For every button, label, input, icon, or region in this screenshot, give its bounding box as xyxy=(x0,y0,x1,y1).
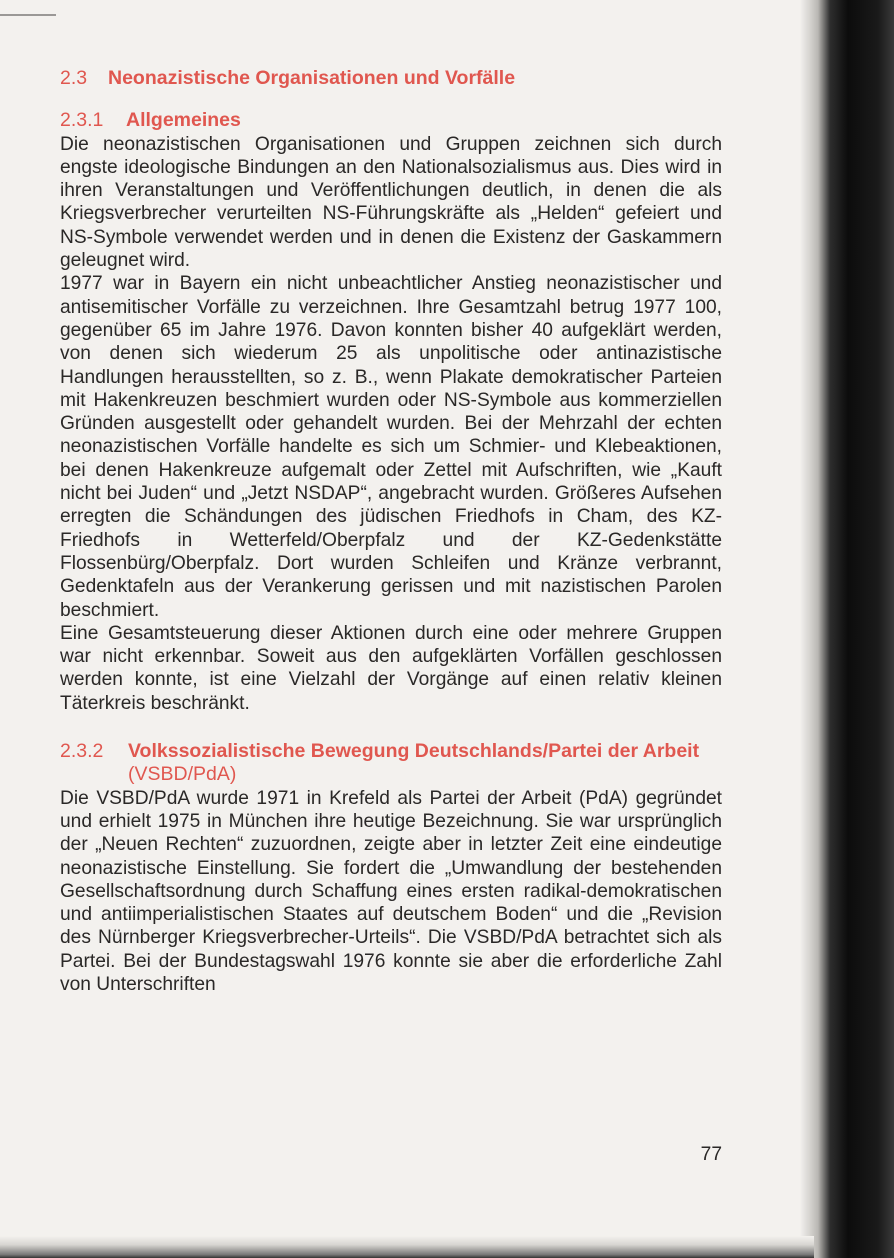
page-bottom-edge xyxy=(0,1236,814,1258)
page-content xyxy=(60,62,722,996)
section-number: 2.3 xyxy=(60,67,88,89)
paragraph-4: Die VSBD/PdA wurde 1971 in Krefeld als Partei der Arbeit (PdA) gegründet und erhielt 1975 in München ihre heutige Bezeichnung. Sie war ursprünglich der „Neuen Rechten“ zuzuordnen, zeigte aber in letzter Zeit eine eindeutige neonazistische Einstellung. Sie fordert die „Umwandlung der bestehenden Gesellschaftsordnung durch Schaffung eines ersten radikal-demokratischen und antiimperialistischen Staates auf deutschem Boden“ und die „Revision des Nürnberger Kriegsverbrecher-Urteils“. Die VSBD/PdA betrachtet sich als Partei. Bei der Bundestagswahl 1976 konnte sie aber die erforderliche Zahl von Unterschriften xyxy=(60,787,722,995)
subsection-title-2: Volkssozialistische Bewegung Deutschlands/Partei der Arbeit xyxy=(128,740,700,763)
top-margin-line xyxy=(0,14,56,16)
book-spine xyxy=(808,0,894,1258)
page-number: 77 xyxy=(700,1144,722,1165)
subsection-title-2-wrap xyxy=(128,740,722,787)
subsection-title-1: Allgemeines xyxy=(126,109,241,132)
subsection-heading-2 xyxy=(60,740,722,787)
subsection-heading-1 xyxy=(60,109,722,132)
subsection-abbr-2: (VSBD/PdA) xyxy=(128,763,237,786)
subsection-number-2: 2.3.2 xyxy=(60,740,104,763)
paragraph-2: 1977 war in Bayern ein nicht unbeachtlicher Anstieg neonazistischer und antisemitischer Vorfälle zu verzeichnen. Ihre Gesamtzahl betrug 1977 100, gegenüber 65 im Jahre 1976. Davon konnten bisher 40 aufgeklärt werden, von denen sich wiederum 25 als unpolitische oder antinazistische Handlungen herausstellten, so z. B., wenn Plakate demokratischer Parteien mit Hakenkreuzen beschmiert wurden oder NS-Symbole aus kommerziellen Gründen ausgestellt oder gehandelt wurden. Bei der Mehrzahl der echten neonazistischen Vorfälle handelte es sich um Schmier- und Klebeaktionen, bei denen Hakenkreuze aufgemalt oder Zettel mit Aufschriften, wie „Kauft nicht bei Juden“ und „Jetzt NSDAP“, angebracht wurden. Größeres Aufsehen erregten die Schändungen des jüdischen Friedhofs in Cham, des KZ-Friedhofs in Wetterfeld/Oberpfalz und der KZ-Gedenkstätte Flossenbürg/Oberpfalz. Dort wurden Schleifen und Kränze verbrannt, Gedenktafeln aus der Verankerung gerissen und mit nazistischen Parolen beschmiert. xyxy=(60,273,722,621)
section-title: Neonazistische Organisationen und Vorfälle xyxy=(108,67,516,89)
subsection-number-1: 2.3.1 xyxy=(60,109,104,132)
section-heading xyxy=(60,67,722,90)
paragraph-3: Eine Gesamtsteuerung dieser Aktionen durch eine oder mehrere Gruppen war nicht erkennbar. Soweit aus den aufgeklärten Vorfällen geschlossen werden konnte, ist eine Vielzahl der Vorgänge auf einen relativ kleinen Täterkreis beschränkt. xyxy=(60,622,722,714)
paragraph-1: Die neonazistischen Organisationen und Gruppen zeichnen sich durch engste ideologische Bindungen an den Nationalsozialismus aus. Dies wird in ihren Veranstaltungen und Veröffentlichungen deutlich, in denen die als Kriegsverbrecher verurteilten NS-Führungskräfte als „Helden“ gefeiert und NS-Symbole verwendet werden und in denen die Existenz der Gaskammern geleugnet wird. xyxy=(60,133,722,272)
